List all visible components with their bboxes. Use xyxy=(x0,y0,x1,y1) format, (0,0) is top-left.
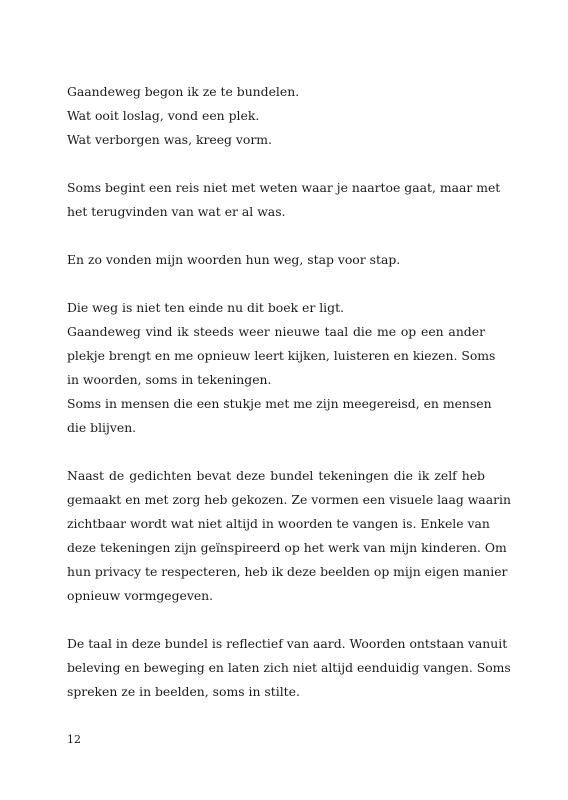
text-line: plekje brengt en me opnieuw leert kijken, luisteren en kiezen. Soms xyxy=(67,348,496,363)
text-line: Soms in mensen die een stukje met me zijn meegereisd, en mensen xyxy=(67,396,492,411)
text-line: zichtbaar wordt wat niet altijd in woorden te vangen is. Enkele van xyxy=(67,516,490,531)
text-line: Wat verborgen was, kreeg vorm. xyxy=(67,132,272,147)
text-line: Gaandeweg vind ik steeds weer nieuwe taal die me op een ander xyxy=(67,324,485,339)
text-line: Soms begint een reis niet met weten waar je naartoe gaat, maar met xyxy=(67,180,501,195)
text-line: Gaandeweg begon ik ze te bundelen. xyxy=(67,84,300,99)
text-line: gemaakt en met zorg heb gekozen. Ze vormen een visuele laag waarin xyxy=(67,492,511,507)
text-line: die blijven. xyxy=(67,420,137,435)
text-line: Naast de gedichten bevat deze bundel tekeningen die ik zelf heb xyxy=(67,468,485,483)
body-text xyxy=(67,80,511,704)
paragraph-words-way xyxy=(67,248,485,272)
page-number: 12 xyxy=(67,733,81,746)
paragraph-language xyxy=(67,632,511,704)
text-line: in woorden, soms in tekeningen. xyxy=(67,372,272,387)
paragraph-journey xyxy=(67,176,501,224)
text-line: De taal in deze bundel is reflectief van aard. Woorden ontstaan vanuit xyxy=(67,636,508,651)
text-line: beleving en beweging en laten zich niet altijd eenduidig vangen. Soms xyxy=(67,660,511,675)
text-line: het terugvinden van wat er al was. xyxy=(67,204,286,219)
text-line: opnieuw vormgegeven. xyxy=(67,588,214,603)
text-line: deze tekeningen zijn geïnspireerd op het werk van mijn kinderen. Om xyxy=(67,540,507,555)
text-line: En zo vonden mijn woorden hun weg, stap voor stap. xyxy=(67,252,401,267)
text-line: spreken ze in beelden, soms in stilte. xyxy=(67,684,300,699)
text-line: Wat ooit loslag, vond een plek. xyxy=(67,108,260,123)
text-line: hun privacy te respecteren, heb ik deze beelden op mijn eigen manier xyxy=(67,564,508,579)
paragraph-drawings xyxy=(67,464,511,608)
text-line: Die weg is niet ten einde nu dit boek er ligt. xyxy=(67,300,344,315)
paragraph-road xyxy=(67,296,496,440)
paragraph-bundling xyxy=(67,80,485,152)
